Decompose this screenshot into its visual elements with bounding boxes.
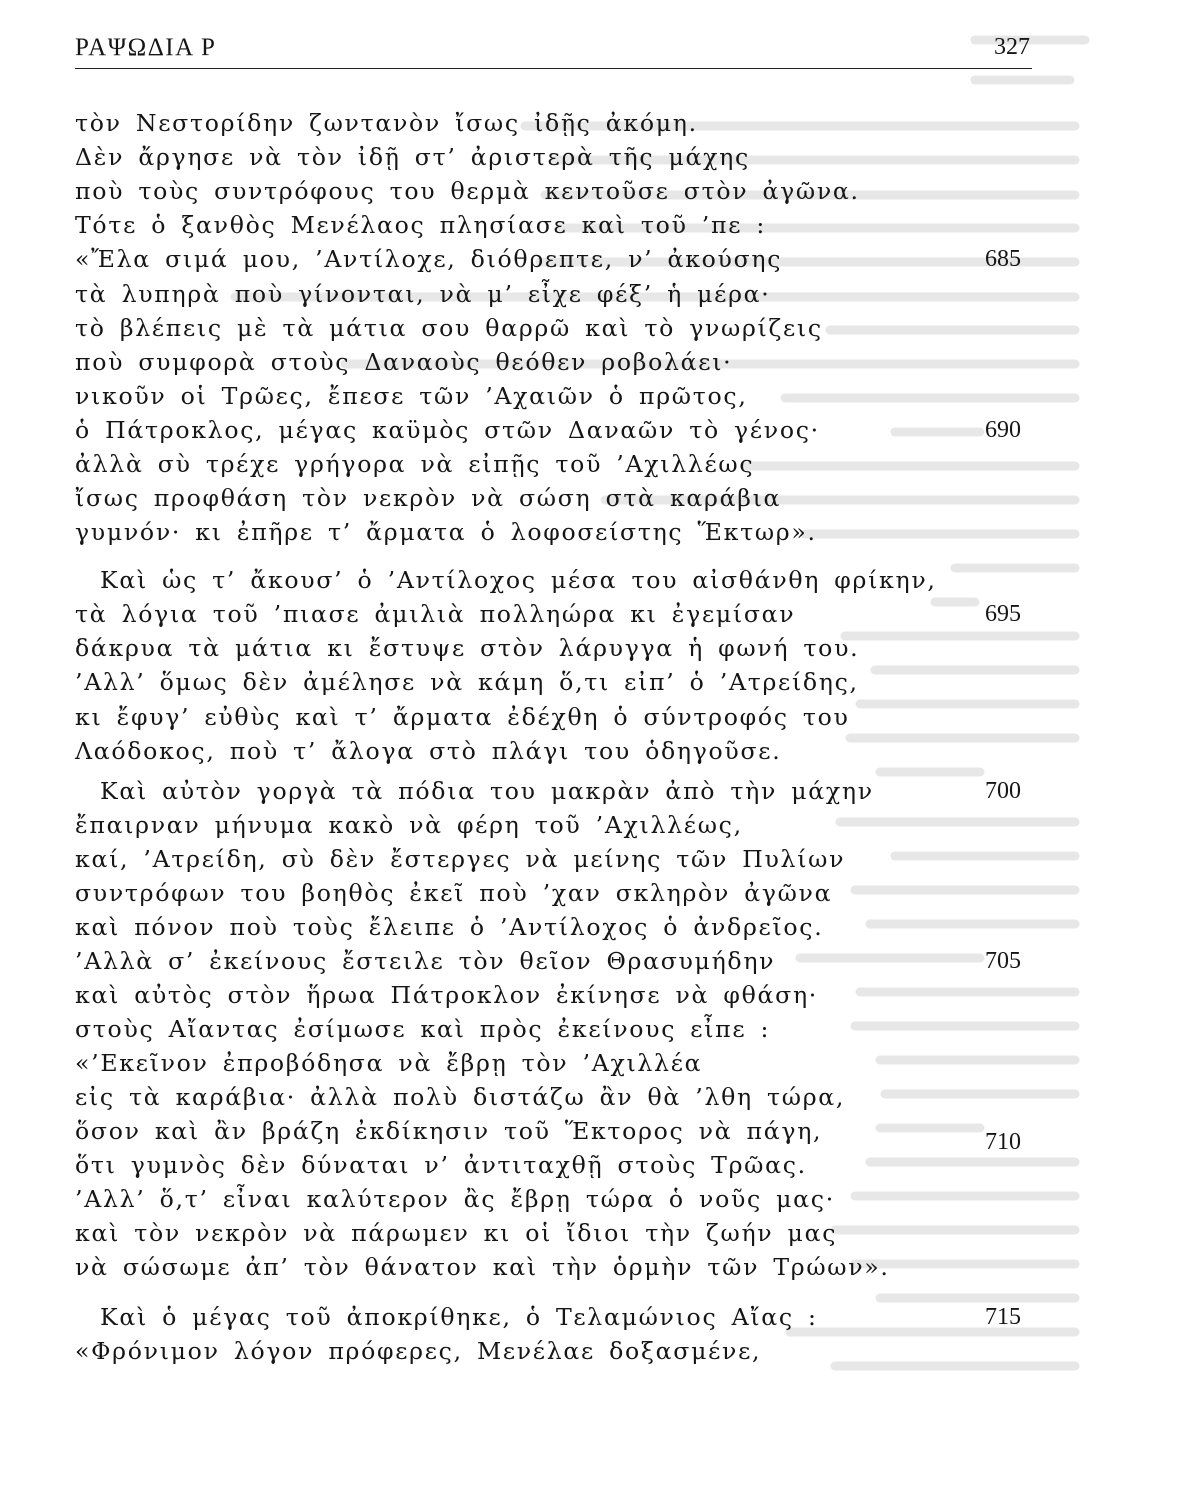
line-number: 690 (985, 417, 1021, 443)
verse-line: «Φρόνιμον λόγον πρόφερες, Μενέλαε δοξασμένε, (75, 1337, 762, 1365)
verse-line: ὅτι γυμνὸς δὲν δύναται ν’ ἀντιταχθῇ στοὺς Τρῶας. (75, 1151, 807, 1179)
verse-line: καὶ αὐτὸς στὸν ἥρωα Πάτροκλον ἐκίνησε νὰ φθάση· (75, 981, 818, 1009)
verse-line: ἀλλὰ σὺ τρέχε γρήγορα νὰ εἰπῇς τοῦ ’Αχιλλέως (75, 450, 755, 478)
verse-line: γυμνόν· κι ἐπῆρε τ’ ἄρματα ὁ λοφοσείστης Ἕκτωρ». (75, 518, 817, 546)
verse-line: συντρόφων του βοηθὸς ἐκεῖ ποὺ ’χαν σκληρὸν ἀγῶνα (75, 879, 833, 907)
chapter-title: ΡΑΨΩΔΙΑ Ρ (75, 34, 217, 61)
verse-line: δάκρυα τὰ μάτια κι ἔστυψε στὸν λάρυγγα ἡ φωνή του. (75, 634, 860, 662)
verse-line: «’Εκεῖνον ἐπροβόδησα νὰ ἔβρῃ τὸν ’Αχιλλέα (75, 1049, 703, 1077)
verse-line: ποὺ τοὺς συντρόφους του θερμὰ κεντοῦσε στὸν ἀγῶνα. (75, 177, 860, 205)
verse-line: ὅσον καὶ ἂν βράζη ἐκδίκησιν τοῦ Ἕκτορος νὰ πάγη, (75, 1117, 823, 1145)
verse-line: Τότε ὁ ξανθὸς Μενέλαος πλησίασε καὶ τοῦ ’πε : (75, 211, 766, 239)
verse-line: Καὶ ὡς τ’ ἄκουσ’ ὁ ’Αντίλοχος μέσα του αἰσθάνθη φρίκην, (100, 566, 937, 594)
verse-line: Καὶ αὐτὸν γοργὰ τὰ πόδια του μακρὰν ἀπὸ τὴν μάχην (100, 777, 874, 805)
header-rule (75, 68, 1032, 69)
verse-line: νὰ σώσωμε ἀπ’ τὸν θάνατον καὶ τὴν ὁρμὴν τῶν Τρώων». (75, 1253, 890, 1281)
line-number: 700 (985, 778, 1021, 804)
page-number: 327 (994, 34, 1030, 60)
running-header (75, 34, 1030, 68)
verse-line: κι ἔφυγ’ εὐθὺς καὶ τ’ ἄρματα ἐδέχθη ὁ σύντροφός του (75, 703, 850, 731)
verse-line: τὸν Νεστορίδην ζωντανὸν ἴσως ἰδῇς ἀκόμη. (75, 109, 698, 137)
verse-line: «Ἔλα σιμά μου, ’Αντίλοχε, διόθρεπτε, ν’ ἀκούσης (75, 245, 783, 273)
line-number: 685 (985, 246, 1021, 272)
verse-line: Δὲν ἄργησε νὰ τὸν ἰδῇ στ’ ἀριστερὰ τῆς μάχης (75, 143, 750, 171)
line-number: 695 (985, 601, 1021, 627)
verse-line: τὰ λυπηρὰ ποὺ γίνονται, νὰ μ’ εἶχε φέξ’ ἡ μέρα· (75, 280, 771, 308)
verse-line: καί, ’Ατρείδη, σὺ δὲν ἔστεργες νὰ μείνης τῶν Πυλίων (75, 845, 846, 873)
verse-line: ’Αλλὰ σ’ ἐκείνους ἔστειλε τὸν θεῖον Θρασυμήδην (75, 947, 776, 975)
verse-line: ποὺ συμφορὰ στοὺς Δαναοὺς θεόθεν ροβολάει· (75, 348, 733, 376)
verse-line: καὶ πόνον ποὺ τοὺς ἔλειπε ὁ ’Αντίλοχος ὁ ἀνδρεῖος. (75, 913, 824, 941)
verse-line: νικοῦν οἱ Τρῶες, ἔπεσε τῶν ’Αχαιῶν ὁ πρῶτος, (75, 382, 748, 410)
verse-line: ὁ Πάτροκλος, μέγας καϋμὸς στῶν Δαναῶν τὸ γένος· (75, 416, 820, 444)
verse-line: ἴσως προφθάση τὸν νεκρὸν νὰ σώση στὰ καράβια (75, 484, 782, 512)
line-number: 710 (985, 1129, 1021, 1155)
line-number: 715 (985, 1304, 1021, 1330)
verse-line: στοὺς Αἴαντας ἐσίμωσε καὶ πρὸς ἐκείνους εἶπε : (75, 1015, 771, 1043)
verse-line: Λαόδοκος, ποὺ τ’ ἄλογα στὸ πλάγι του ὁδηγοῦσε. (75, 737, 782, 765)
verse-line: καὶ τὸν νεκρὸν νὰ πάρωμεν κι οἱ ἴδιοι τὴν ζωήν μας (75, 1219, 838, 1247)
line-number: 705 (985, 948, 1021, 974)
verse-line: τὰ λόγια τοῦ ’πιασε ἀμιλιὰ πολληώρα κι ἐγεμίσαν (75, 600, 796, 628)
verse-line: Καὶ ὁ μέγας τοῦ ἀποκρίθηκε, ὁ Τελαμώνιος Αἴας : (100, 1303, 818, 1331)
verse-line: ’Αλλ’ ὅμως δὲν ἀμέλησε νὰ κάμη ὅ,τι εἰπ’ ὁ ’Ατρείδης, (75, 668, 859, 696)
verse-line: ἔπαιρναν μήνυμα κακὸ νὰ φέρη τοῦ ’Αχιλλέως, (75, 811, 743, 839)
verse-line: ’Αλλ’ ὅ,τ’ εἶναι καλύτερον ἂς ἔβρῃ τώρα ὁ νοῦς μας· (75, 1185, 835, 1213)
verse-line: εἰς τὰ καράβια· ἀλλὰ πολὺ διστάζω ἂν θὰ ’λθη τώρα, (75, 1083, 846, 1111)
verse-line: τὸ βλέπεις μὲ τὰ μάτια σου θαρρῶ καὶ τὸ γνωρίζεις (75, 314, 823, 342)
